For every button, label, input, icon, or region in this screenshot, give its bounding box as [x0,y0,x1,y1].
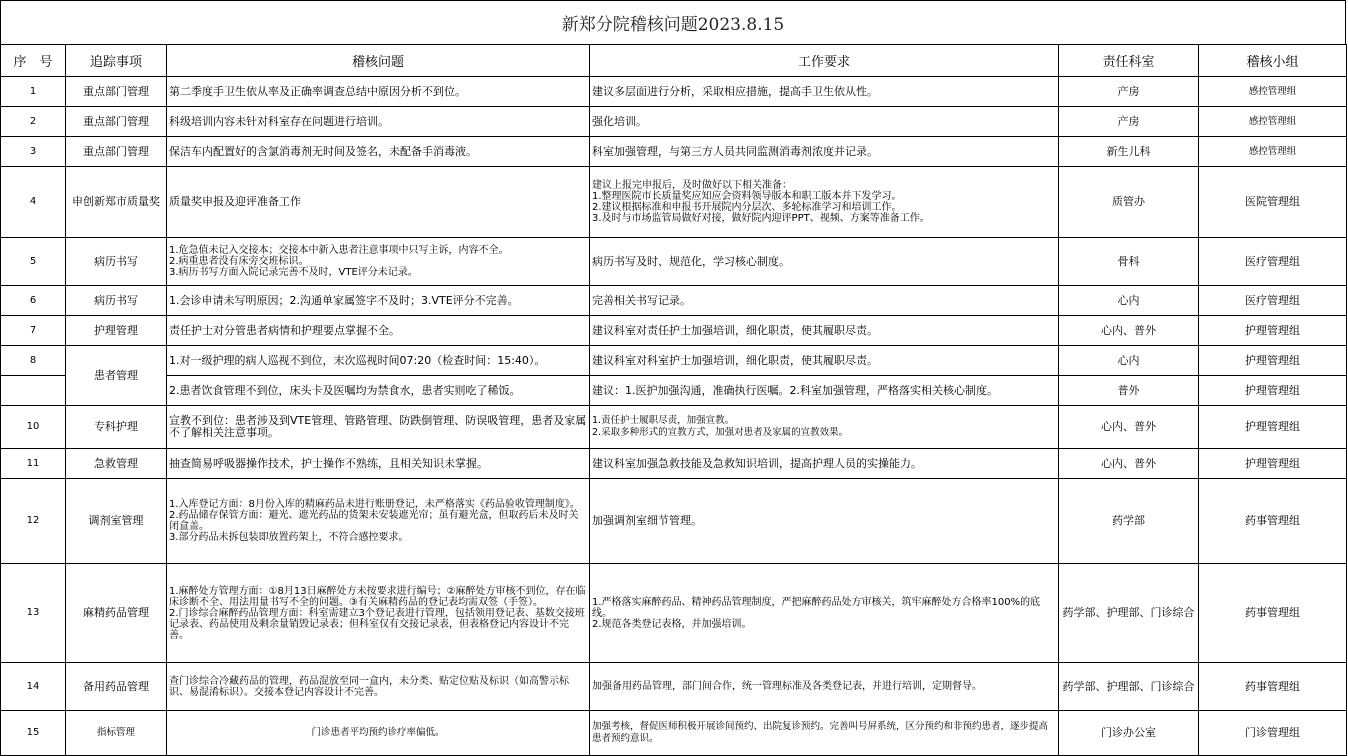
cell-group[interactable]: 护理管理组 [1199,316,1347,346]
table-row [1,406,1347,449]
cell-no[interactable]: 11 [1,449,66,479]
cell-group[interactable]: 医院管理组 [1199,167,1347,238]
cell-requirement[interactable]: 建议科室对科室护士加强培训，细化职责，使其履职尽责。 [590,346,1059,376]
cell-no[interactable]: 10 [1,406,66,449]
cell-group[interactable]: 门诊管理组 [1199,711,1347,756]
header-dept[interactable]: 责任科室 [1059,45,1199,77]
cell-dept[interactable]: 质管办 [1059,167,1199,238]
cell-item[interactable]: 重点部门管理 [66,137,167,167]
cell-group[interactable]: 医疗管理组 [1199,238,1347,286]
cell-problem[interactable]: 1.麻醉处方管理方面：①8月13日麻醉处方未按要求进行编号；②麻醉处方审核不到位，存在临床诊断不全、用法用量书写不全的问题。③有关麻精药品的登记表均需双签（手签）。 2.门诊综合麻醉药品管理方面：科室需建立3个登记表进行管理，包括领用登记表、基数交接班记录表、药品使用及剩余量销毁记录表；但科室仅有交接记录表，但表格登记内容设计不完善。 [167,564,590,663]
cell-dept[interactable]: 心内、普外 [1059,449,1199,479]
table-row [1,286,1347,316]
cell-no[interactable]: 8 [1,346,66,376]
cell-requirement[interactable]: 建议科室加强急救技能及急救知识培训，提高护理人员的实操能力。 [590,449,1059,479]
table-row [1,663,1347,711]
cell-item[interactable]: 重点部门管理 [66,107,167,137]
cell-group[interactable]: 护理管理组 [1199,346,1347,376]
cell-item[interactable]: 备用药品管理 [66,663,167,711]
cell-no[interactable]: 15 [1,711,66,756]
cell-item[interactable]: 护理管理 [66,316,167,346]
cell-problem[interactable]: 1.对一级护理的病人巡视不到位，末次巡视时间07:20（检查时间：15:40）。 [167,346,590,376]
cell-problem[interactable]: 1.会诊申请未写明原因；2.沟通单家属签字不及时；3.VTE评分不完善。 [167,286,590,316]
cell-problem[interactable]: 1.入库登记方面：8月份入库的精麻药品未进行账册登记，未严格落实《药品验收管理制度》。 2.药品储存保管方面：避光、遮光药品的货架未安装遮光帘；虽有避光盒，但取药后未及时关闭盒盖。 3.部分药品未拆包装即放置药架上，不符合感控要求。 [167,479,590,564]
table-row [1,376,1347,406]
cell-group[interactable]: 感控管理组 [1199,77,1347,107]
cell-group[interactable]: 护理管理组 [1199,406,1347,449]
cell-requirement[interactable]: 1.严格落实麻醉药品、精神药品管理制度，严把麻醉药品处方审核关，筑牢麻醉处方合格率100%的底线。 2.规范各类登记表格，并加强培训。 [590,564,1059,663]
table-row [1,346,1347,376]
cell-item[interactable]: 病历书写 [66,286,167,316]
header-requirement[interactable]: 工作要求 [590,45,1059,77]
cell-problem[interactable]: 1.危急值未记入交接本；交接本中新入患者注意事项中只写主诉，内容不全。 2.病重患者没有床旁交班标识。 3.病历书写方面入院记录完善不及时，VTE评分未记录。 [167,238,590,286]
cell-dept[interactable]: 心内、普外 [1059,316,1199,346]
cell-dept[interactable]: 心内 [1059,286,1199,316]
cell-no[interactable]: 7 [1,316,66,346]
cell-item[interactable]: 急救管理 [66,449,167,479]
cell-requirement[interactable]: 加强考核，督促医师积极开展诊间预约、出院复诊预约。完善叫号屏系统，区分预约和非预约患者，逐步提高患者预约意识。 [590,711,1059,756]
cell-no[interactable]: 2 [1,107,66,137]
cell-item[interactable]: 专科护理 [66,406,167,449]
cell-requirement[interactable]: 1.责任护士履职尽责，加强宣教。 2.采取多种形式的宣教方式，加强对患者及家属的宣教效果。 [590,406,1059,449]
cell-dept[interactable]: 门诊办公室 [1059,711,1199,756]
cell-requirement[interactable]: 建议：1.医护加强沟通，准确执行医嘱。2.科室加强管理，严格落实相关核心制度。 [590,376,1059,406]
cell-requirement[interactable]: 病历书写及时、规范化，学习核心制度。 [590,238,1059,286]
cell-dept[interactable]: 产房 [1059,77,1199,107]
cell-no[interactable]: 14 [1,663,66,711]
cell-problem[interactable]: 责任护士对分管患者病情和护理要点掌握不全。 [167,316,590,346]
table-row [1,711,1347,756]
cell-problem[interactable]: 质量奖申报及迎评准备工作 [167,167,590,238]
cell-no[interactable]: 1 [1,77,66,107]
cell-item[interactable]: 指标管理 [66,711,167,756]
cell-group[interactable]: 医疗管理组 [1199,286,1347,316]
cell-item[interactable]: 调剂室管理 [66,479,167,564]
table-row [1,238,1347,286]
header-group[interactable]: 稽核小组 [1199,45,1347,77]
cell-problem[interactable]: 科级培训内容未针对科室存在问题进行培训。 [167,107,590,137]
cell-dept[interactable]: 骨科 [1059,238,1199,286]
cell-no[interactable]: 5 [1,238,66,286]
cell-dept[interactable]: 心内 [1059,346,1199,376]
cell-no[interactable]: 6 [1,286,66,316]
cell-problem[interactable]: 宣教不到位：患者涉及到VTE管理、管路管理、防跌倒管理、防误吸管理，患者及家属不了解相关注意事项。 [167,406,590,449]
cell-item[interactable]: 麻精药品管理 [66,564,167,663]
cell-problem[interactable]: 2.患者饮食管理不到位，床头卡及医嘱均为禁食水，患者实则吃了稀饭。 [167,376,590,406]
cell-dept[interactable]: 药学部、护理部、门诊综合 [1059,564,1199,663]
cell-no[interactable]: 13 [1,564,66,663]
cell-dept[interactable]: 药学部、护理部、门诊综合 [1059,663,1199,711]
cell-item[interactable]: 重点部门管理 [66,77,167,107]
cell-item[interactable]: 申创新郑市质量奖 [66,167,167,238]
table-row [1,77,1347,107]
cell-problem[interactable]: 门诊患者平均预约诊疗率偏低。 [167,711,590,756]
cell-dept[interactable]: 普外 [1059,376,1199,406]
cell-requirement[interactable]: 建议多层面进行分析，采取相应措施，提高手卫生依从性。 [590,77,1059,107]
header-problem[interactable]: 稽核问题 [167,45,590,77]
table-row [1,449,1347,479]
cell-requirement[interactable]: 加强备用药品管理，部门间合作，统一管理标准及各类登记表，并进行培训，定期督导。 [590,663,1059,711]
cell-dept[interactable]: 心内、普外 [1059,406,1199,449]
cell-requirement[interactable]: 科室加强管理，与第三方人员共同监测消毒剂浓度并记录。 [590,137,1059,167]
cell-no[interactable]: 12 [1,479,66,564]
cell-item[interactable]: 患者管理 [66,346,167,406]
cell-problem[interactable]: 查门诊综合冷藏药品的管理，药品混放至同一盒内，未分类、贴定位贴及标识（如高警示标识、易混淆标识）。交接本登记内容设计不完善。 [167,663,590,711]
cell-dept[interactable]: 产房 [1059,107,1199,137]
header-no[interactable]: 序 号 [1,45,66,77]
header-item[interactable]: 追踪事项 [66,45,167,77]
audit-table [0,44,1347,756]
cell-dept[interactable]: 药学部 [1059,479,1199,564]
cell-requirement[interactable]: 建议上报完申报后，及时做好以下相关准备： 1.整理医院市长质量奖应知应会资料领导版本和职工版本并下发学习。 2.建议根据标准和申报书开展院内分层次、多轮标准学习和培训工作。 3.及时与市场监管局做好对接，做好院内迎评PPT、视频、方案等准备工作。 [590,167,1059,238]
table-row [1,316,1347,346]
cell-group[interactable]: 药事管理组 [1199,663,1347,711]
cell-group[interactable]: 药事管理组 [1199,479,1347,564]
cell-group[interactable]: 药事管理组 [1199,564,1347,663]
table-row [1,107,1347,137]
cell-group[interactable]: 护理管理组 [1199,449,1347,479]
cell-dept[interactable]: 新生儿科 [1059,137,1199,167]
header-row [1,45,1347,77]
cell-item[interactable]: 病历书写 [66,238,167,286]
cell-group[interactable]: 感控管理组 [1199,137,1347,167]
cell-no[interactable] [1,376,66,406]
sheet-title: 新郑分院稽核问题2023.8.15 [0,0,1346,44]
cell-requirement[interactable]: 加强调剂室细节管理。 [590,479,1059,564]
cell-problem[interactable]: 抽查简易呼吸器操作技术，护士操作不熟练，且相关知识未掌握。 [167,449,590,479]
table-row [1,167,1347,238]
cell-no[interactable]: 3 [1,137,66,167]
cell-group[interactable]: 感控管理组 [1199,107,1347,137]
table-row [1,564,1347,663]
cell-requirement[interactable]: 完善相关书写记录。 [590,286,1059,316]
cell-problem[interactable]: 保洁车内配置好的含氯消毒剂无时间及签名，未配备手消毒液。 [167,137,590,167]
table-row [1,137,1347,167]
cell-problem[interactable]: 第二季度手卫生依从率及正确率调查总结中原因分析不到位。 [167,77,590,107]
cell-group[interactable]: 护理管理组 [1199,376,1347,406]
cell-requirement[interactable]: 强化培训。 [590,107,1059,137]
cell-requirement[interactable]: 建议科室对责任护士加强培训，细化职责，使其履职尽责。 [590,316,1059,346]
cell-no[interactable]: 4 [1,167,66,238]
table-row [1,479,1347,564]
